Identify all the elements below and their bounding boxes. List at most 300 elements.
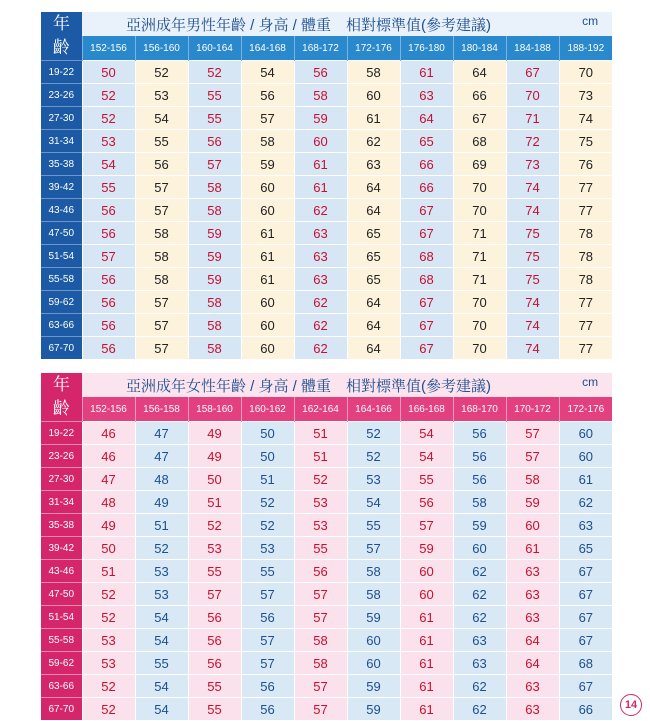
table-row — [41, 314, 612, 337]
weight-cell: 56 — [294, 61, 347, 84]
weight-cell: 71 — [453, 245, 506, 268]
weight-cell: 62 — [453, 583, 506, 606]
weight-cell: 63 — [400, 84, 453, 107]
weight-cell: 56 — [188, 606, 241, 629]
age-range-label: 27-30 — [41, 107, 82, 130]
weight-cell: 70 — [559, 61, 612, 84]
table-row — [41, 337, 612, 360]
weight-cell: 57 — [294, 675, 347, 698]
height-header: 166-168 — [400, 397, 453, 422]
weight-cell: 61 — [241, 222, 294, 245]
weight-cell: 57 — [135, 199, 188, 222]
weight-cell: 68 — [453, 130, 506, 153]
weight-cell: 60 — [241, 314, 294, 337]
height-header: 168-172 — [294, 36, 347, 61]
table-row — [41, 245, 612, 268]
weight-cell: 67 — [400, 291, 453, 314]
weight-cell: 68 — [400, 245, 453, 268]
weight-cell: 56 — [82, 222, 135, 245]
weight-cell: 59 — [400, 537, 453, 560]
weight-cell: 53 — [294, 514, 347, 537]
weight-cell: 54 — [241, 61, 294, 84]
age-corner-bottom: 齡 — [41, 36, 82, 61]
weight-cell: 56 — [82, 291, 135, 314]
weight-cell: 75 — [506, 268, 559, 291]
height-header: 180-184 — [453, 36, 506, 61]
age-range-label: 35-38 — [41, 153, 82, 176]
weight-cell: 66 — [400, 153, 453, 176]
weight-cell: 61 — [347, 107, 400, 130]
weight-cell: 75 — [506, 222, 559, 245]
weight-cell: 60 — [241, 337, 294, 360]
table-row — [41, 153, 612, 176]
age-range-label: 31-34 — [41, 491, 82, 514]
weight-cell: 58 — [294, 629, 347, 652]
table-row — [41, 698, 612, 721]
height-header: 164-166 — [347, 397, 400, 422]
weight-cell: 74 — [506, 176, 559, 199]
age-range-label: 63-66 — [41, 675, 82, 698]
age-range-label: 19-22 — [41, 422, 82, 445]
weight-cell: 62 — [453, 698, 506, 721]
weight-cell: 61 — [294, 176, 347, 199]
table-row — [41, 84, 612, 107]
weight-cell: 74 — [506, 199, 559, 222]
table-row — [41, 268, 612, 291]
weight-cell: 73 — [506, 153, 559, 176]
weight-cell: 59 — [506, 491, 559, 514]
age-range-label: 47-50 — [41, 222, 82, 245]
weight-cell: 65 — [347, 268, 400, 291]
table-row — [41, 107, 612, 130]
weight-cell: 60 — [347, 629, 400, 652]
weight-cell: 70 — [453, 291, 506, 314]
weight-cell: 63 — [506, 583, 559, 606]
weight-cell: 62 — [347, 130, 400, 153]
weight-cell: 58 — [188, 314, 241, 337]
height-header: 160-164 — [188, 36, 241, 61]
weight-cell: 70 — [453, 176, 506, 199]
weight-cell: 74 — [506, 314, 559, 337]
weight-cell: 57 — [82, 245, 135, 268]
weight-cell: 57 — [294, 606, 347, 629]
weight-cell: 60 — [294, 130, 347, 153]
height-header: 172-176 — [559, 397, 612, 422]
weight-cell: 56 — [241, 84, 294, 107]
height-header: 168-170 — [453, 397, 506, 422]
weight-cell: 78 — [559, 222, 612, 245]
weight-cell: 56 — [188, 130, 241, 153]
weight-cell: 52 — [82, 698, 135, 721]
weight-cell: 56 — [241, 606, 294, 629]
weight-cell: 51 — [294, 422, 347, 445]
table-row — [41, 422, 612, 445]
weight-cell: 63 — [294, 268, 347, 291]
weight-cell: 49 — [82, 514, 135, 537]
weight-cell: 50 — [241, 445, 294, 468]
table-row — [41, 199, 612, 222]
weight-cell: 53 — [82, 130, 135, 153]
weight-cell: 51 — [188, 491, 241, 514]
weight-cell: 57 — [135, 291, 188, 314]
weight-cell: 52 — [347, 445, 400, 468]
table-row — [41, 537, 612, 560]
weight-cell: 47 — [135, 445, 188, 468]
weight-cell: 56 — [188, 652, 241, 675]
age-range-label: 19-22 — [41, 61, 82, 84]
age-range-label: 39-42 — [41, 176, 82, 199]
weight-cell: 56 — [400, 491, 453, 514]
weight-cell: 61 — [400, 606, 453, 629]
age-range-label: 35-38 — [41, 514, 82, 537]
weight-cell: 66 — [400, 176, 453, 199]
age-range-label: 43-46 — [41, 560, 82, 583]
weight-cell: 57 — [400, 514, 453, 537]
weight-cell: 63 — [347, 153, 400, 176]
weight-cell: 59 — [241, 153, 294, 176]
weight-cell: 63 — [294, 222, 347, 245]
table-title — [82, 12, 612, 36]
weight-cell: 67 — [559, 629, 612, 652]
weight-cell: 57 — [241, 629, 294, 652]
weight-cell: 52 — [135, 61, 188, 84]
age-range-label: 23-26 — [41, 445, 82, 468]
male-standard-table — [41, 12, 612, 359]
title-text: 亞洲成年男性年齡 / 身高 / 體重 相對標準值(參考建議) — [126, 16, 491, 34]
weight-cell: 55 — [400, 468, 453, 491]
table-row — [41, 491, 612, 514]
weight-cell: 50 — [188, 468, 241, 491]
female-standard-table — [41, 373, 612, 720]
weight-cell: 75 — [506, 245, 559, 268]
weight-cell: 55 — [188, 84, 241, 107]
weight-cell: 60 — [559, 445, 612, 468]
weight-cell: 52 — [347, 422, 400, 445]
weight-cell: 67 — [453, 107, 506, 130]
weight-cell: 70 — [506, 84, 559, 107]
weight-cell: 49 — [188, 445, 241, 468]
weight-cell: 61 — [241, 268, 294, 291]
weight-cell: 59 — [188, 245, 241, 268]
weight-cell: 56 — [188, 629, 241, 652]
weight-cell: 58 — [188, 337, 241, 360]
weight-cell: 64 — [347, 291, 400, 314]
weight-cell: 51 — [82, 560, 135, 583]
age-range-label: 55-58 — [41, 629, 82, 652]
age-range-label: 47-50 — [41, 583, 82, 606]
weight-cell: 63 — [559, 514, 612, 537]
weight-cell: 55 — [188, 560, 241, 583]
weight-cell: 55 — [188, 675, 241, 698]
weight-cell: 51 — [294, 445, 347, 468]
weight-cell: 67 — [559, 606, 612, 629]
weight-cell: 58 — [188, 291, 241, 314]
weight-cell: 49 — [135, 491, 188, 514]
weight-cell: 63 — [506, 560, 559, 583]
weight-cell: 46 — [82, 422, 135, 445]
height-header: 170-172 — [506, 397, 559, 422]
age-corner-top: 年 — [41, 373, 82, 397]
weight-cell: 55 — [347, 514, 400, 537]
weight-cell: 65 — [400, 130, 453, 153]
weight-cell: 53 — [241, 537, 294, 560]
weight-cell: 56 — [453, 468, 506, 491]
weight-cell: 60 — [506, 514, 559, 537]
table-row — [41, 606, 612, 629]
weight-cell: 54 — [400, 445, 453, 468]
weight-cell: 52 — [188, 514, 241, 537]
weight-cell: 65 — [559, 537, 612, 560]
weight-cell: 60 — [241, 176, 294, 199]
weight-cell: 52 — [82, 583, 135, 606]
weight-cell: 48 — [82, 491, 135, 514]
table-row — [41, 445, 612, 468]
weight-cell: 60 — [453, 537, 506, 560]
weight-cell: 55 — [82, 176, 135, 199]
weight-cell: 70 — [453, 314, 506, 337]
weight-cell: 54 — [347, 491, 400, 514]
weight-cell: 52 — [188, 61, 241, 84]
weight-cell: 54 — [135, 629, 188, 652]
weight-cell: 56 — [82, 268, 135, 291]
table-row — [41, 675, 612, 698]
weight-cell: 52 — [82, 84, 135, 107]
weight-cell: 58 — [347, 560, 400, 583]
weight-cell: 71 — [453, 268, 506, 291]
weight-cell: 57 — [506, 445, 559, 468]
weight-cell: 67 — [506, 61, 559, 84]
table-row — [41, 652, 612, 675]
weight-cell: 51 — [241, 468, 294, 491]
weight-cell: 50 — [82, 537, 135, 560]
unit-label: cm — [582, 13, 599, 28]
height-header: 158-160 — [188, 397, 241, 422]
weight-cell: 57 — [188, 583, 241, 606]
weight-cell: 64 — [453, 61, 506, 84]
table-row — [41, 468, 612, 491]
weight-cell: 78 — [559, 268, 612, 291]
height-header: 152-156 — [82, 397, 135, 422]
weight-cell: 52 — [241, 491, 294, 514]
weight-cell: 58 — [506, 468, 559, 491]
weight-cell: 61 — [400, 675, 453, 698]
weight-cell: 77 — [559, 337, 612, 360]
weight-cell: 57 — [506, 422, 559, 445]
weight-cell: 60 — [241, 291, 294, 314]
weight-cell: 57 — [241, 107, 294, 130]
weight-cell: 59 — [453, 514, 506, 537]
weight-cell: 58 — [453, 491, 506, 514]
weight-cell: 52 — [294, 468, 347, 491]
weight-cell: 58 — [347, 583, 400, 606]
weight-cell: 59 — [347, 675, 400, 698]
table-row — [41, 291, 612, 314]
weight-cell: 51 — [135, 514, 188, 537]
weight-cell: 75 — [559, 130, 612, 153]
age-corner-top: 年 — [41, 12, 82, 36]
weight-cell: 55 — [294, 537, 347, 560]
age-range-label: 51-54 — [41, 606, 82, 629]
weight-cell: 58 — [347, 61, 400, 84]
table-row — [41, 560, 612, 583]
height-header: 164-168 — [241, 36, 294, 61]
weight-cell: 58 — [188, 199, 241, 222]
weight-cell: 61 — [400, 652, 453, 675]
weight-cell: 65 — [347, 222, 400, 245]
age-range-label: 27-30 — [41, 468, 82, 491]
weight-cell: 62 — [294, 291, 347, 314]
weight-cell: 60 — [400, 583, 453, 606]
weight-cell: 57 — [241, 652, 294, 675]
weight-cell: 57 — [294, 583, 347, 606]
weight-cell: 53 — [135, 583, 188, 606]
weight-cell: 54 — [135, 698, 188, 721]
weight-cell: 77 — [559, 176, 612, 199]
weight-cell: 57 — [241, 583, 294, 606]
weight-cell: 47 — [135, 422, 188, 445]
weight-cell: 63 — [453, 652, 506, 675]
weight-cell: 64 — [347, 176, 400, 199]
weight-cell: 56 — [241, 675, 294, 698]
weight-cell: 57 — [188, 153, 241, 176]
weight-cell: 76 — [559, 153, 612, 176]
weight-cell: 52 — [82, 107, 135, 130]
weight-cell: 62 — [453, 675, 506, 698]
page-number: 14 — [620, 694, 642, 716]
age-range-label: 67-70 — [41, 337, 82, 360]
weight-cell: 63 — [294, 245, 347, 268]
weight-cell: 60 — [347, 84, 400, 107]
weight-cell: 50 — [241, 422, 294, 445]
age-range-label: 55-58 — [41, 268, 82, 291]
table-row — [41, 61, 612, 84]
weight-cell: 54 — [135, 606, 188, 629]
weight-cell: 55 — [241, 560, 294, 583]
weight-cell: 61 — [400, 61, 453, 84]
weight-cell: 55 — [188, 107, 241, 130]
weight-cell: 56 — [82, 314, 135, 337]
weight-cell: 67 — [559, 675, 612, 698]
weight-cell: 74 — [506, 337, 559, 360]
weight-cell: 58 — [188, 176, 241, 199]
weight-cell: 67 — [400, 337, 453, 360]
weight-cell: 60 — [347, 652, 400, 675]
weight-cell: 53 — [82, 629, 135, 652]
weight-cell: 63 — [506, 698, 559, 721]
weight-cell: 70 — [453, 337, 506, 360]
weight-cell: 67 — [559, 560, 612, 583]
weight-cell: 52 — [82, 606, 135, 629]
table-row — [41, 514, 612, 537]
weight-cell: 77 — [559, 291, 612, 314]
height-header: 156-160 — [135, 36, 188, 61]
height-header: 176-180 — [400, 36, 453, 61]
weight-cell: 53 — [294, 491, 347, 514]
weight-cell: 62 — [294, 337, 347, 360]
age-range-label: 59-62 — [41, 652, 82, 675]
weight-cell: 54 — [135, 675, 188, 698]
weight-cell: 46 — [82, 445, 135, 468]
weight-cell: 74 — [506, 291, 559, 314]
weight-cell: 64 — [400, 107, 453, 130]
table-row — [41, 222, 612, 245]
weight-cell: 73 — [559, 84, 612, 107]
weight-cell: 59 — [188, 222, 241, 245]
weight-cell: 58 — [294, 84, 347, 107]
weight-cell: 74 — [559, 107, 612, 130]
weight-cell: 59 — [347, 606, 400, 629]
weight-cell: 56 — [82, 337, 135, 360]
weight-cell: 52 — [135, 537, 188, 560]
weight-cell: 58 — [294, 652, 347, 675]
weight-cell: 78 — [559, 245, 612, 268]
age-range-label: 43-46 — [41, 199, 82, 222]
weight-cell: 48 — [135, 468, 188, 491]
weight-cell: 64 — [506, 629, 559, 652]
weight-cell: 62 — [559, 491, 612, 514]
height-header: 152-156 — [82, 36, 135, 61]
weight-cell: 64 — [506, 652, 559, 675]
weight-cell: 62 — [453, 560, 506, 583]
weight-cell: 64 — [347, 199, 400, 222]
weight-cell: 60 — [400, 560, 453, 583]
weight-cell: 77 — [559, 314, 612, 337]
table-row — [41, 176, 612, 199]
weight-cell: 63 — [453, 629, 506, 652]
weight-cell: 56 — [453, 445, 506, 468]
weight-cell: 68 — [559, 652, 612, 675]
weight-cell: 69 — [453, 153, 506, 176]
weight-cell: 66 — [453, 84, 506, 107]
weight-cell: 64 — [347, 314, 400, 337]
weight-cell: 77 — [559, 199, 612, 222]
weight-cell: 61 — [559, 468, 612, 491]
weight-cell: 68 — [400, 268, 453, 291]
weight-cell: 57 — [135, 176, 188, 199]
weight-cell: 61 — [400, 629, 453, 652]
weight-cell: 56 — [82, 199, 135, 222]
weight-cell: 59 — [294, 107, 347, 130]
weight-cell: 57 — [294, 698, 347, 721]
weight-cell: 58 — [135, 245, 188, 268]
weight-cell: 54 — [400, 422, 453, 445]
age-range-label: 39-42 — [41, 537, 82, 560]
table-title — [82, 373, 612, 397]
weight-cell: 59 — [347, 698, 400, 721]
age-range-label: 31-34 — [41, 130, 82, 153]
weight-cell: 55 — [188, 698, 241, 721]
weight-cell: 65 — [347, 245, 400, 268]
weight-cell: 56 — [135, 153, 188, 176]
weight-cell: 67 — [400, 199, 453, 222]
height-header: 188-192 — [559, 36, 612, 61]
weight-cell: 57 — [135, 314, 188, 337]
table-row — [41, 583, 612, 606]
weight-cell: 62 — [294, 314, 347, 337]
weight-cell: 52 — [82, 675, 135, 698]
weight-cell: 53 — [82, 652, 135, 675]
weight-cell: 61 — [400, 698, 453, 721]
weight-cell: 63 — [506, 606, 559, 629]
weight-cell: 67 — [559, 583, 612, 606]
height-header: 184-188 — [506, 36, 559, 61]
table-row — [41, 130, 612, 153]
weight-cell: 54 — [82, 153, 135, 176]
age-range-label: 23-26 — [41, 84, 82, 107]
weight-cell: 59 — [188, 268, 241, 291]
weight-cell: 70 — [453, 199, 506, 222]
weight-cell: 49 — [188, 422, 241, 445]
